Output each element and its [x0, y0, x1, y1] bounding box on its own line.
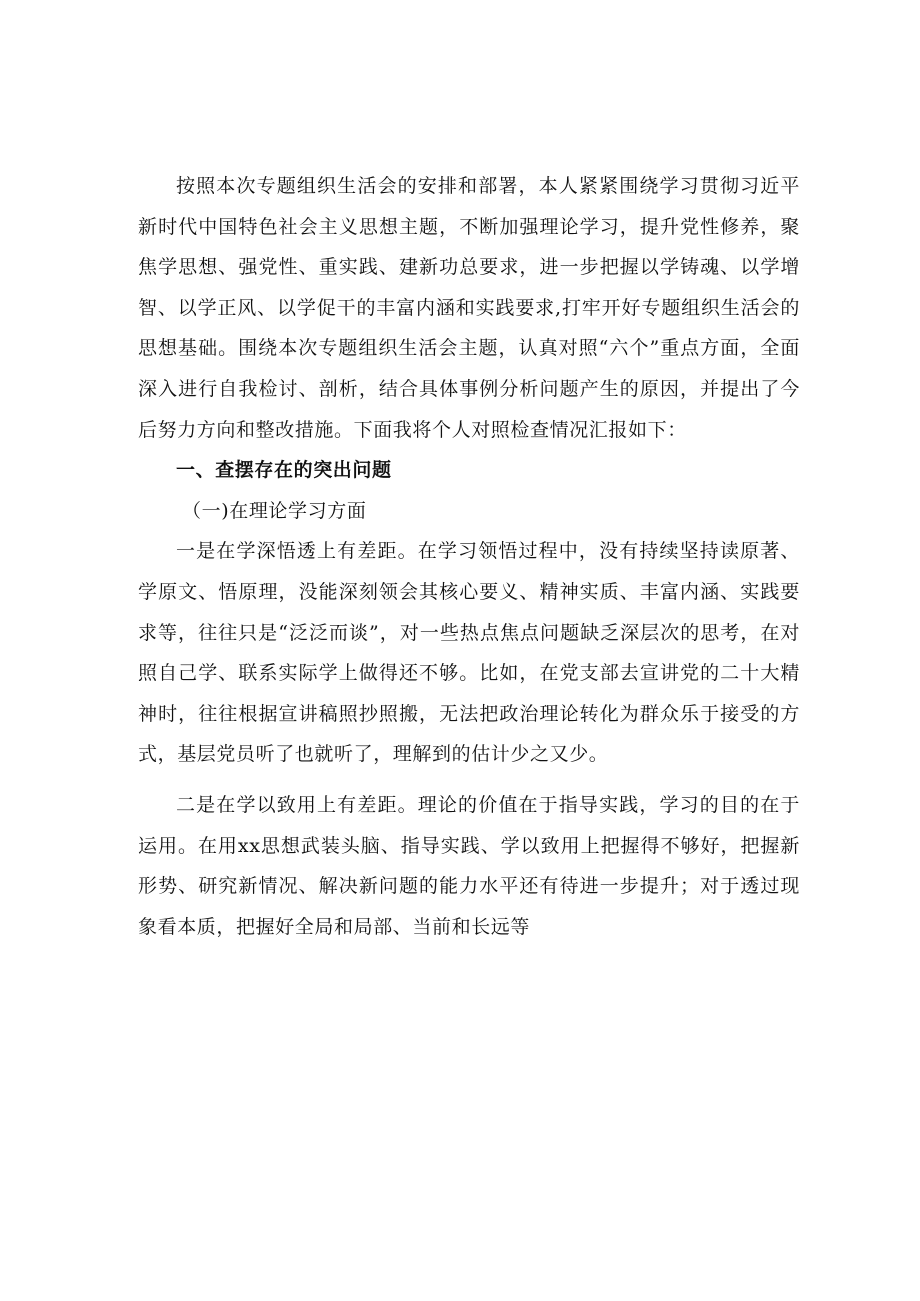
paragraph-2: 二是在学以致用上有差距。理论的价值在于指导实践，学习的目的在于运用。在用xx思想武装头脑、指导实践、学以致用上把握得不够好，把握新形势、研究新情况、解决新问题的能力水平还有待进一步提升；对于透过现象看本质，把握好全局和局部、当前和长远等 — [138, 793, 800, 938]
intro-paragraph: 按照本次专题组织生活会的安排和部署，本人紧紧围绕学习贯彻习近平新时代中国特色社会主义思想主题，不断加强理论学习，提升党性修养，聚焦学思想、强党性、重实践、建新功总要求，进一步把握以学铸魂、以学增智、以学正风、以学促干的丰富内涵和实践要求,打牢开好专题组织生活会的思想基础。围绕本次专题组织生活会主题，认真对照“六个”重点方面，全面深入进行自我检讨、剖析，结合具体事例分析问题产生的原因，并提出了今后努力方向和整改措施。下面我将个人对照检查情况汇报如下： — [138, 175, 800, 441]
subsection-heading-1: （一)在理论学习方面 — [182, 499, 367, 522]
document-body — [138, 166, 800, 947]
section-heading-1: 一、查摆存在的突出问题 — [176, 459, 392, 482]
paragraph-1: 一是在学深悟透上有差距。在学习领悟过程中，没有持续坚持读原著、学原文、悟原理，没能深刻领会其核心要义、精神实质、丰富内涵、实践要求等，往往只是“泛泛而谈”，对一些热点焦点问题缺乏深层次的思考，在对照自己学、联系实际学上做得还不够。比如，在党支部去宣讲党的二十大精神时，往往根据宣讲稿照抄照搬，无法把政治理论转化为群众乐于接受的方式，基层党员听了也就听了，理解到的估计少之又少。 — [138, 540, 800, 766]
